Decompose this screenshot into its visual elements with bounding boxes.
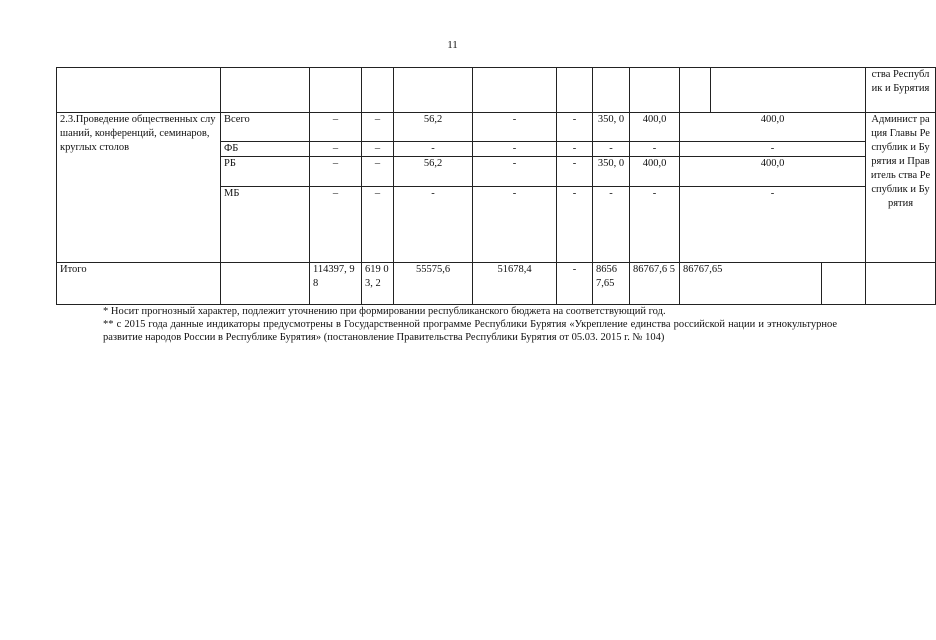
value-cell: - (473, 187, 557, 263)
page-number: 11 (447, 39, 458, 51)
footnotes (56, 305, 837, 344)
table-row-event-total (57, 113, 936, 142)
value-cell: - (473, 157, 557, 187)
cell-empty (557, 68, 593, 113)
cell-empty (221, 263, 310, 305)
footnote-2: ** с 2015 года данные индикаторы предусмотрены в Государственной программе Республики Бурятия «Укрепление единства российской нации и этнокультурное развитие народов России в Республике Бурятия» (постановление Правительства Республики Бурятия от 05.03. 2015 г. № 104) (103, 319, 837, 343)
value-cell: - (593, 187, 630, 263)
source-cell: РБ (221, 157, 310, 187)
value-cell: - (630, 142, 680, 157)
value-cell: 86767,65 (680, 263, 822, 305)
source-cell: Всего (221, 113, 310, 142)
value-cell: 56,2 (394, 157, 473, 187)
value-cell: - (557, 157, 593, 187)
source-cell: ФБ (221, 142, 310, 157)
value-cell: - (473, 113, 557, 142)
value-cell: 86767,6 5 (630, 263, 680, 305)
value-cell: 400,0 (630, 113, 680, 142)
value-cell: 51678,4 (473, 263, 557, 305)
value-cell: 619 03, 2 (362, 263, 394, 305)
value-cell: – (362, 157, 394, 187)
value-cell: – (310, 142, 362, 157)
budget-table (56, 67, 936, 305)
value-cell: 56,2 (394, 113, 473, 142)
cell-empty (57, 68, 221, 113)
value-cell: – (310, 187, 362, 263)
cell-empty (822, 263, 866, 305)
cell-empty (711, 68, 866, 113)
value-cell: 400,0 (630, 157, 680, 187)
cell-empty (221, 68, 310, 113)
responsible-cell: Админист рация Главы Республик и Бурятия и Правитель ства Республик и Бурятия (866, 113, 936, 263)
value-cell: 400,0 (680, 113, 866, 142)
value-cell: - (630, 187, 680, 263)
value-cell: - (557, 113, 593, 142)
cell-empty (680, 68, 711, 113)
value-cell: - (557, 187, 593, 263)
value-cell: 350, 0 (593, 113, 630, 142)
value-cell: – (310, 157, 362, 187)
value-cell: – (362, 113, 394, 142)
value-cell: - (680, 142, 866, 157)
cell-empty (310, 68, 362, 113)
responsible-cell: ства Республик и Бурятия (866, 68, 936, 113)
value-cell: – (310, 113, 362, 142)
value-cell: 350, 0 (593, 157, 630, 187)
table-row-continuation (57, 68, 936, 113)
table-row-total (57, 263, 936, 305)
value-cell: – (362, 142, 394, 157)
event-name-cell: 2.3.Проведение общественных слушаний, конференций, семинаров, круглых столов (57, 113, 221, 263)
total-label-cell: Итого (57, 263, 221, 305)
cell-empty (362, 68, 394, 113)
value-cell: - (557, 263, 593, 305)
value-cell: 55575,6 (394, 263, 473, 305)
value-cell: 400,0 (680, 157, 866, 187)
value-cell: - (473, 142, 557, 157)
cell-empty (394, 68, 473, 113)
value-cell: 114397, 98 (310, 263, 362, 305)
footnote-1: * Носит прогнозный характер, подлежит уточнению при формировании республиканского бюджета на соответствующий год. (103, 306, 666, 317)
value-cell: 8656 7,65 (593, 263, 630, 305)
value-cell: - (680, 187, 866, 263)
cell-empty (630, 68, 680, 113)
value-cell: - (557, 142, 593, 157)
value-cell: - (593, 142, 630, 157)
value-cell: - (394, 187, 473, 263)
value-cell: – (362, 187, 394, 263)
cell-empty (866, 263, 936, 305)
cell-empty (473, 68, 557, 113)
source-cell: МБ (221, 187, 310, 263)
value-cell: - (394, 142, 473, 157)
cell-empty (593, 68, 630, 113)
